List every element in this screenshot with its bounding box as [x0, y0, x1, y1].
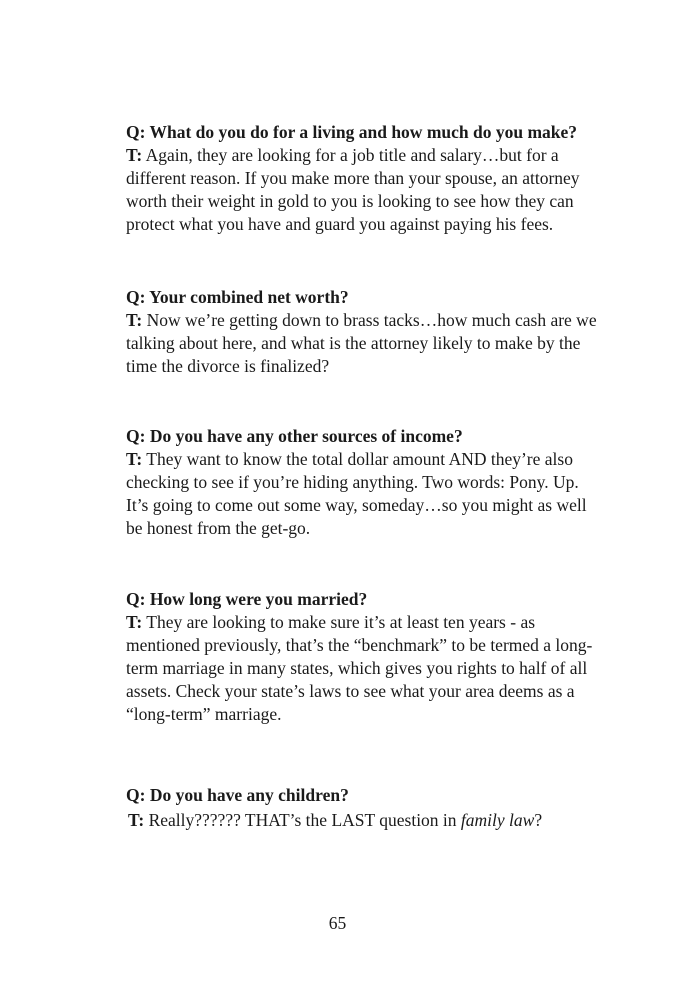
qa-block — [126, 425, 604, 540]
answer-text: They want to know the total dollar amount AND they’re also checking to see if you’re hiding anything. Two words: Pony. Up. It’s going to come out some way, someday…so you might as well be honest from the get-go. — [126, 449, 587, 538]
answer-paragraph — [126, 611, 604, 726]
question-heading: Q: Do you have any children? — [126, 785, 349, 805]
answer-paragraph — [126, 809, 604, 832]
answer-text: They are looking to make sure it’s at least ten years - as mentioned previously, that’s the “benchmark” to be termed a long-term marriage in many states, which gives you rights to half of all assets. Check your state’s laws to see what your area deems as a “long-term” marriage. — [126, 612, 593, 724]
answer-paragraph — [126, 309, 604, 378]
qa-block — [126, 286, 604, 378]
page-number: 65 — [328, 913, 347, 933]
question-heading: Q: What do you do for a living and how much do you make? — [126, 122, 578, 142]
answer-text: Now we’re getting down to brass tacks…how much cash are we talking about here, and what is the attorney likely to make by the time the divorce is finalized? — [126, 310, 597, 376]
answer-paragraph — [126, 144, 604, 236]
answer-prefix: T: — [126, 310, 143, 330]
answer-paragraph — [126, 448, 604, 540]
answer-text: Really?????? THAT’s the LAST question in — [144, 810, 461, 830]
qa-block — [126, 588, 604, 726]
answer-prefix: T: — [128, 810, 145, 830]
question-heading: Q: Your combined net worth? — [126, 287, 349, 307]
answer-prefix: T: — [126, 145, 143, 165]
question-heading: Q: Do you have any other sources of income? — [126, 426, 463, 446]
qa-block — [126, 784, 604, 832]
answer-prefix: T: — [126, 449, 143, 469]
qa-block — [126, 121, 604, 236]
answer-italic-text: family law — [460, 810, 535, 830]
answer-prefix: T: — [126, 612, 143, 632]
question-heading: Q: How long were you married? — [126, 589, 368, 609]
answer-text-end: ? — [534, 810, 543, 830]
answer-text: Again, they are looking for a job title and salary…but for a different reason. If you make more than your spouse, an attorney worth their weight in gold to you is looking to see how they can protect what you have and guard you against paying his fees. — [126, 145, 580, 234]
